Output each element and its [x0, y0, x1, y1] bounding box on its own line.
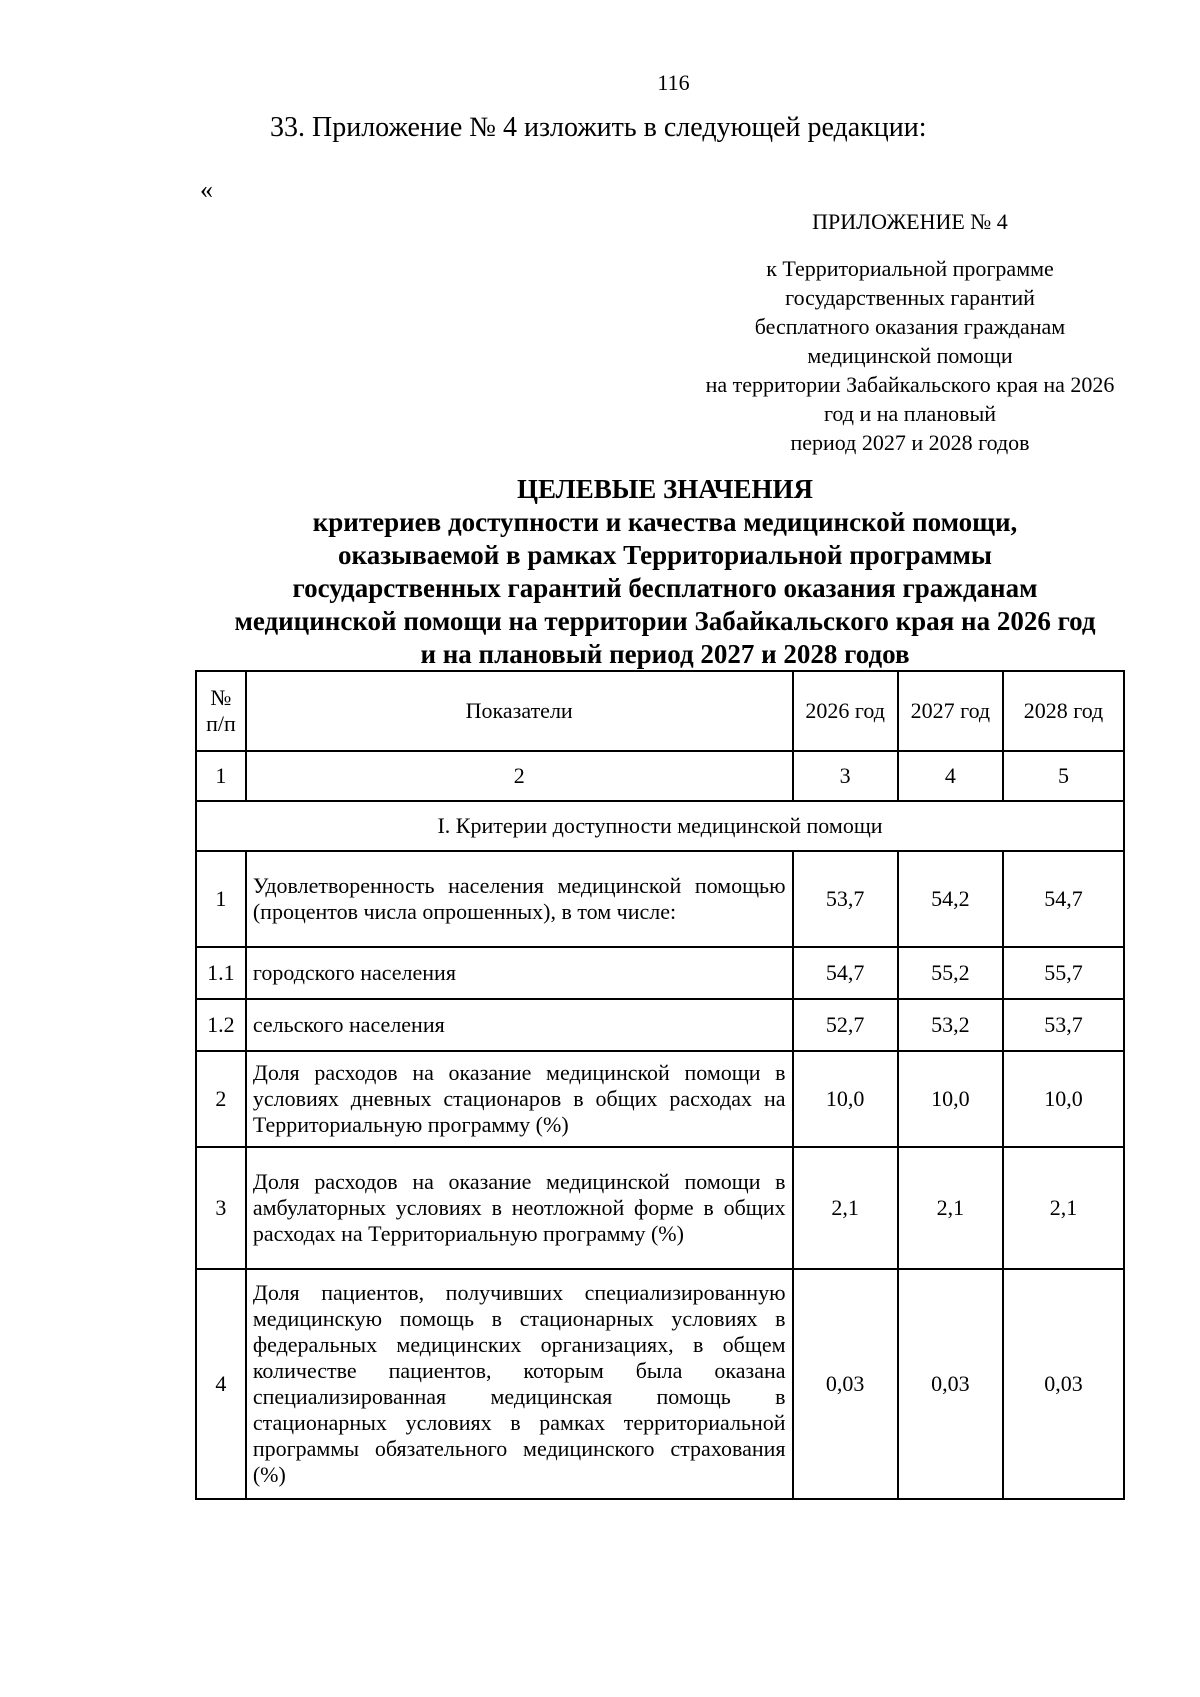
appendix-line: к Территориальной программе	[766, 256, 1054, 281]
table-row	[196, 1147, 1124, 1269]
row-value-2028: 0,03	[1003, 1269, 1124, 1499]
appendix-block	[660, 207, 1160, 457]
row-indicator: Доля пациентов, получивших специализированную медицинскую помощь в стационарных условиях в федеральных медицинских организациях, в общем количестве пациентов, которым была оказана специализированная медицинская помощь в стационарных условиях в рамках территориальной программы обязательного медицинского страхования (%)	[246, 1269, 793, 1499]
row-indicator: городского населения	[246, 947, 793, 999]
table-row	[196, 947, 1124, 999]
column-number: 1	[196, 751, 246, 801]
row-value-2028: 53,7	[1003, 999, 1124, 1051]
row-indicator: сельского населения	[246, 999, 793, 1051]
row-value-2027: 53,2	[898, 999, 1003, 1051]
table-row	[196, 999, 1124, 1051]
title-line: критериев доступности и качества медицинской помощи,	[312, 507, 1018, 537]
criteria-table	[195, 670, 1125, 1500]
appendix-line: период 2027 и 2028 годов	[790, 430, 1030, 455]
title-line: ЦЕЛЕВЫЕ ЗНАЧЕНИЯ	[516, 474, 814, 504]
row-value-2026: 10,0	[793, 1051, 898, 1147]
header-cell-2027: 2027 год	[898, 671, 1003, 751]
row-number: 1.1	[196, 947, 246, 999]
row-indicator: Доля расходов на оказание медицинской помощи в амбулаторных условиях в неотложной форме в общих расходах на Территориальную программу (%)	[246, 1147, 793, 1269]
column-number-row	[196, 751, 1124, 801]
table-header-row	[196, 671, 1124, 751]
row-value-2027: 2,1	[898, 1147, 1003, 1269]
column-number: 3	[793, 751, 898, 801]
column-number: 5	[1003, 751, 1124, 801]
appendix-heading: ПРИЛОЖЕНИЕ № 4	[812, 209, 1008, 234]
appendix-line: бесплатного оказания гражданам	[754, 314, 1066, 339]
table-row	[196, 851, 1124, 947]
column-number: 4	[898, 751, 1003, 801]
row-indicator: Удовлетворенность населения медицинской помощью (процентов числа опрошенных), в том числе:	[246, 851, 793, 947]
appendix-line: на территории Забайкальского края на 2026	[705, 372, 1115, 397]
row-value-2026: 0,03	[793, 1269, 898, 1499]
row-value-2027: 54,2	[898, 851, 1003, 947]
row-number: 1.2	[196, 999, 246, 1051]
section-row	[196, 801, 1124, 851]
title-line: оказываемой в рамках Территориальной программы	[338, 540, 992, 570]
row-value-2027: 10,0	[898, 1051, 1003, 1147]
appendix-line: медицинской помощи	[807, 343, 1013, 368]
row-value-2026: 53,7	[793, 851, 898, 947]
row-value-2028: 55,7	[1003, 947, 1124, 999]
row-indicator: Доля расходов на оказание медицинской помощи в условиях дневных стационаров в общих расходах на Территориальную программу (%)	[246, 1051, 793, 1147]
title-line: и на плановый период 2027 и 2028 годов	[420, 639, 910, 669]
row-value-2026: 54,7	[793, 947, 898, 999]
title-line: медицинской помощи на территории Забайкальского края на 2026 год	[234, 606, 1096, 636]
title-line: государственных гарантий бесплатного оказания гражданам	[292, 573, 1038, 603]
row-value-2028: 2,1	[1003, 1147, 1124, 1269]
document-title	[190, 473, 1140, 671]
row-number: 1	[196, 851, 246, 947]
section-heading: I. Критерии доступности медицинской помощи	[196, 801, 1124, 851]
row-value-2028: 54,7	[1003, 851, 1124, 947]
row-number: 2	[196, 1051, 246, 1147]
table-row	[196, 1051, 1124, 1147]
header-cell-indicator: Показатели	[246, 671, 793, 751]
row-value-2027: 0,03	[898, 1269, 1003, 1499]
row-value-2028: 10,0	[1003, 1051, 1124, 1147]
row-value-2026: 52,7	[793, 999, 898, 1051]
opening-quote: «	[200, 175, 213, 204]
row-number: 3	[196, 1147, 246, 1269]
row-value-2027: 55,2	[898, 947, 1003, 999]
column-number: 2	[246, 751, 793, 801]
table-row	[196, 1269, 1124, 1499]
header-cell-2026: 2026 год	[793, 671, 898, 751]
header-cell-number: № п/п	[196, 671, 246, 751]
appendix-line: государственных гарантий	[785, 285, 1035, 310]
appendix-line: год и на плановый	[823, 401, 997, 426]
intro-paragraph: 33. Приложение № 4 изложить в следующей редакции:	[270, 112, 927, 143]
row-number: 4	[196, 1269, 246, 1499]
header-cell-2028: 2028 год	[1003, 671, 1124, 751]
page-number: 116	[657, 70, 690, 95]
row-value-2026: 2,1	[793, 1147, 898, 1269]
